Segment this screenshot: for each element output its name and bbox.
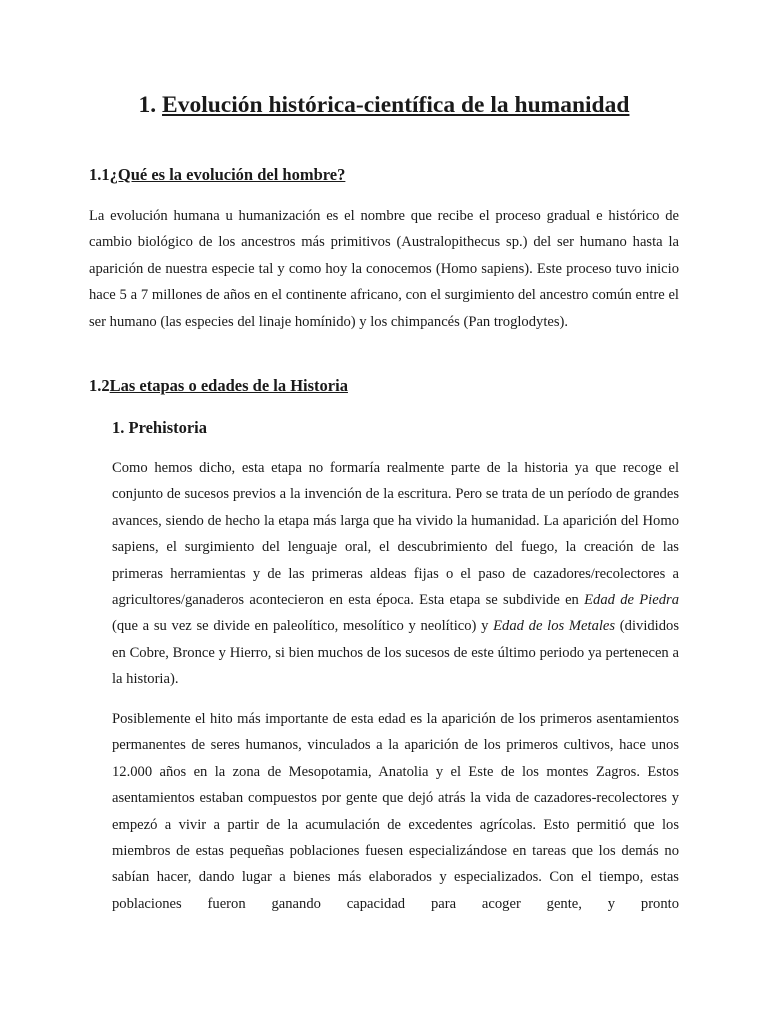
section-heading-1-1	[89, 165, 345, 185]
paragraph-text: (que a su vez se divide en paleolítico, mesolítico y neolítico) y	[112, 618, 494, 635]
subsection-heading-prehistoria: 1. Prehistoria	[112, 418, 208, 437]
italic-term: Edad de Piedra	[584, 592, 679, 609]
paragraph-text: Como hemos dicho, esta etapa no formaría realmente parte de la historia ya que recoge el conjunto de sucesos previos a la invención de la escritura. Pero se trata de un período de grandes avances, siendo de hecho la etapa más larga que ha vivido la humanidad. La aparición del Homo sapiens, el surgimiento del lenguaje oral, el descubrimiento del fuego, la creación de las primeras herramientas y de las primeras aldeas fijas o el paso de cazadores/recolectores a agricultores/ganaderos acontecieron en esta época. Esta etapa se subdivide en	[112, 460, 679, 609]
page-title	[0, 92, 768, 119]
paragraph-prehistoria-2: Posiblemente el hito más importante de esta edad es la aparición de los primeros asentamientos permanentes de seres humanos, vinculados a la aparición de los primeros cultivos, hace unos 12.000 años en la zona de Mesopotamia, Anatolia y el Este de los montes Zagros. Estos asentamientos estaban compuestos por gente que dejó atrás la vida de cazadores-recolectores y empezó a vivir a partir de la acumulación de excedentes agrícolas. Esto permitió que los miembros de estas pequeñas poblaciones fuesen especializándose en tareas que los demás no sabían hacer, dando lugar a bienes más elaborados y especializados. Con el tiempo, estas poblaciones fueron ganando capacidad para acoger gente, y pronto	[112, 711, 679, 912]
paragraph-evolucion: La evolución humana u humanización es el nombre que recibe el proceso gradual e histórico de cambio biológico de los ancestros más primitivos (Australopithecus sp.) del ser humano hasta la aparición de nuestra especie tal y como hoy la conocemos (Homo sapiens). Este proceso tuvo inicio hace 5 a 7 millones de años en el continente africano, con el surgimiento del ancestro común entre el ser humano (las especies del linaje homínido) y los chimpancés (Pan troglodytes).	[89, 208, 679, 330]
title-number: 1.	[138, 92, 157, 118]
section-number: 1.1	[89, 165, 110, 184]
section-title: Las etapas o edades de la Historia	[109, 376, 348, 395]
italic-term: Edad de los Metales	[493, 618, 616, 635]
paragraph-text: (divididos en Cobre, Bronce y Hierro, si bien muchos de los sucesos de este último periodo ya pertenecen a la historia).	[112, 618, 679, 688]
paragraph-prehistoria-1	[112, 455, 679, 693]
section-heading-1-2	[89, 376, 348, 396]
title-text: Evolución histórica-científica de la humanidad	[162, 92, 630, 118]
section-number: 1.2	[89, 376, 110, 395]
section-title: ¿Qué es la evolución del hombre?	[109, 165, 346, 184]
